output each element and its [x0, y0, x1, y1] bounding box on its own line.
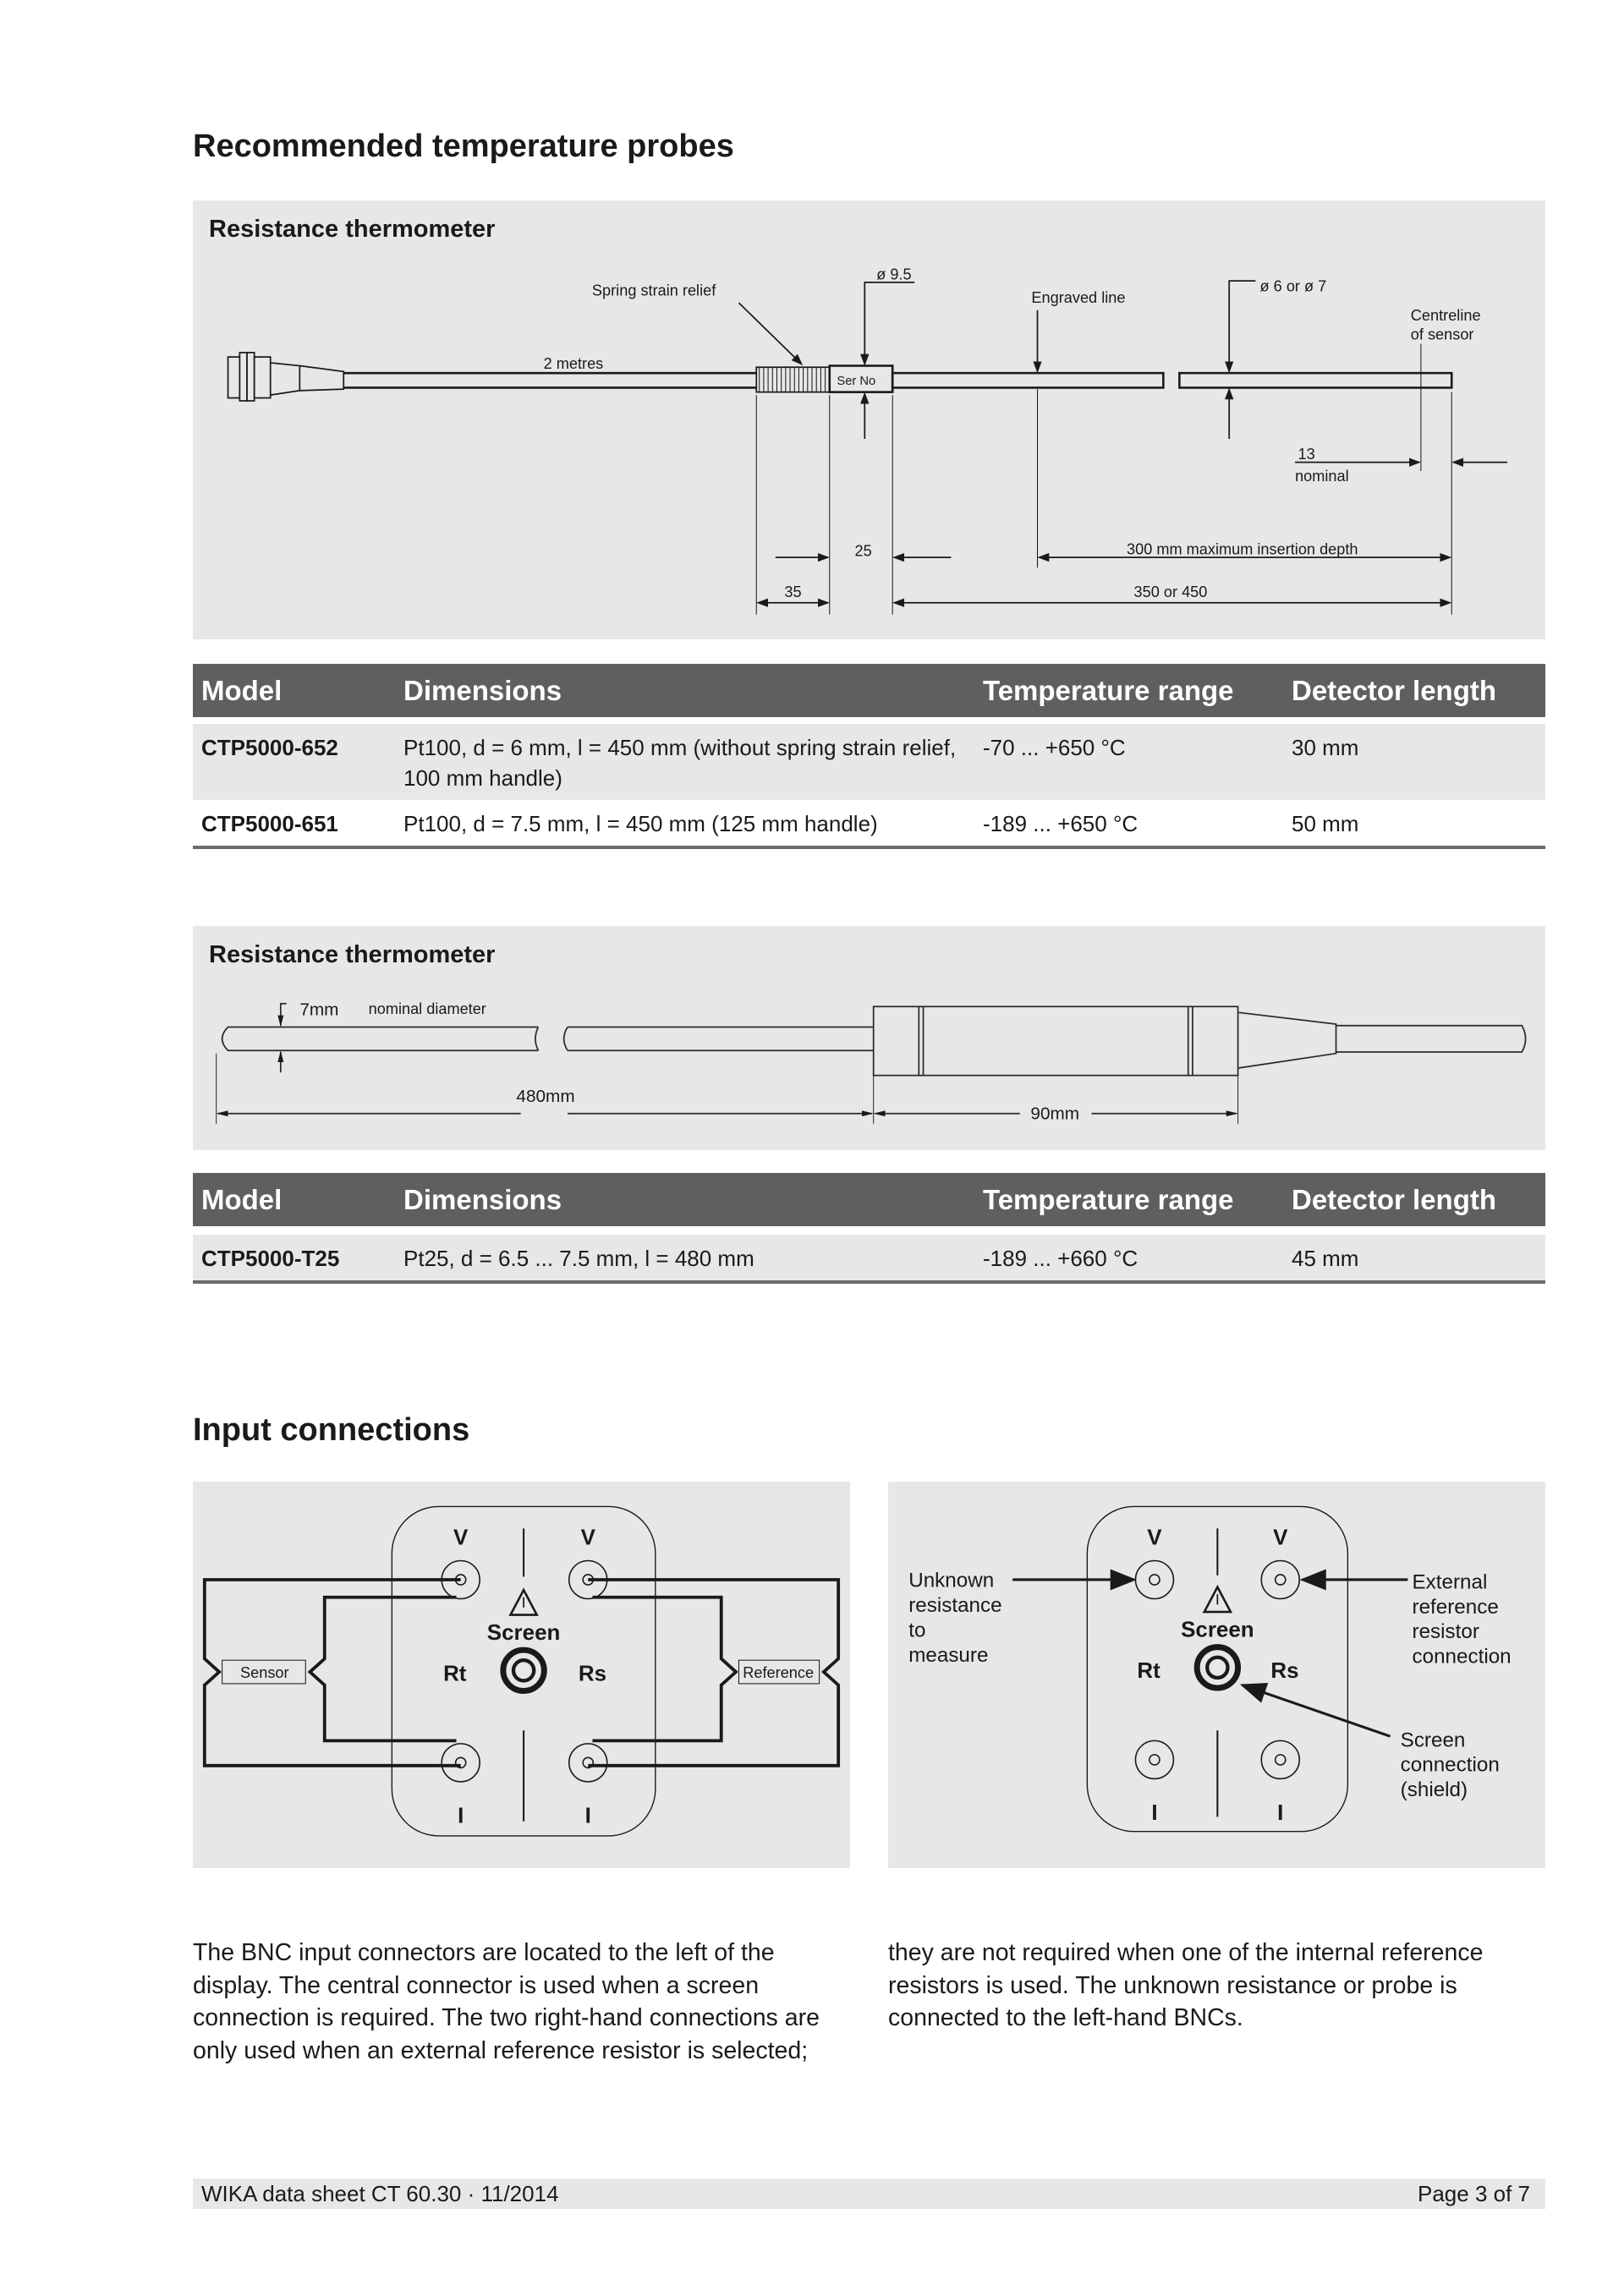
label-screen: Screen: [1181, 1616, 1254, 1642]
label-external: resistor: [1412, 1620, 1479, 1644]
probe-diagram-2: [193, 926, 1545, 1150]
label-reference: Reference: [743, 1663, 815, 1681]
label-spring-strain-relief: Spring strain relief: [591, 282, 716, 299]
connector-legend-drawing: [888, 1482, 1545, 1868]
label-dia-6-7: ø 6 or ø 7: [1259, 277, 1327, 295]
col-temperature-range: Temperature range: [974, 664, 1283, 717]
cell-dimensions: Pt25, d = 6.5 ... 7.5 mm, l = 480 mm: [395, 1235, 974, 1282]
label-external: reference: [1412, 1595, 1499, 1619]
wiring-drawing: [193, 1482, 850, 1868]
cell-temperature: -189 ... +650 °C: [974, 800, 1283, 847]
col-dimensions: Dimensions: [395, 1173, 974, 1226]
bnc-connector-i-right: [569, 1744, 607, 1782]
probe-diagram-1: [193, 200, 1545, 639]
col-temperature-range: Temperature range: [974, 1173, 1283, 1226]
label-480mm: 480mm: [516, 1086, 575, 1106]
label-v: V: [1147, 1524, 1162, 1550]
label-i: I: [1277, 1799, 1284, 1825]
bnc-connector-i-left: [1135, 1740, 1173, 1778]
cell-model: CTP5000-652: [193, 724, 395, 800]
label-dia-9-5: ø 9.5: [876, 266, 912, 283]
label-engraved-line: Engraved line: [1031, 289, 1126, 307]
bnc-connector-v-right: [1261, 1560, 1299, 1598]
section-title-input-connections: Input connections: [193, 1412, 470, 1448]
bnc-connector-i-right: [1261, 1740, 1299, 1778]
bnc-connector-i-left: [442, 1744, 480, 1782]
probe-drawing-1: [193, 200, 1545, 639]
footer: [193, 2178, 1545, 2209]
cell-detector: 30 mm: [1283, 724, 1545, 800]
col-model: Model: [193, 1173, 395, 1226]
label-shield: (shield): [1400, 1778, 1468, 1802]
label-insertion-depth: 300 mm maximum insertion depth: [1127, 540, 1358, 558]
footer-page-number: Page 3 of 7: [1418, 2181, 1530, 2206]
cell-temperature: -189 ... +660 °C: [974, 1235, 1283, 1282]
label-v: V: [580, 1524, 595, 1550]
diagram-title: Resistance thermometer: [209, 941, 496, 968]
label-unknown: measure: [908, 1643, 989, 1667]
screen-connector: [1197, 1647, 1237, 1688]
label-unknown: to: [908, 1619, 926, 1642]
col-detector-length: Detector length: [1283, 1173, 1545, 1226]
cell-temperature: -70 ... +650 °C: [974, 724, 1283, 800]
label-unknown: resistance: [908, 1594, 1002, 1618]
connector-legend-diagram: [888, 1482, 1545, 1868]
cell-detector: 50 mm: [1283, 800, 1545, 847]
wiring-diagram: [193, 1482, 850, 1868]
label-7mm: 7mm: [299, 1000, 339, 1020]
probe-table-2: [193, 1173, 1545, 1284]
section-title-probes: Recommended temperature probes: [193, 129, 734, 164]
label-2-metres: 2 metres: [543, 354, 604, 372]
label-35: 35: [784, 583, 802, 600]
table-row: [193, 1235, 1545, 1282]
table-row: [193, 724, 1545, 800]
label-rt: Rt: [1137, 1657, 1160, 1683]
label-v: V: [1273, 1524, 1288, 1550]
screen-connector: [503, 1650, 544, 1690]
connector-plug: [228, 357, 240, 397]
label-ser-no: Ser No: [837, 374, 876, 388]
col-model: Model: [193, 664, 395, 717]
label-350-450: 350 or 450: [1133, 583, 1208, 600]
label-of-sensor: of sensor: [1410, 326, 1474, 343]
diagram-title: Resistance thermometer: [209, 216, 496, 243]
table-row: [193, 800, 1545, 847]
footer-document-id: WIKA data sheet CT 60.30 · 11/2014: [201, 2181, 559, 2206]
paragraph-left: The BNC input connectors are located to the left of the display. The central connector is used when a screen connection is required. The two right-hand connections are only used when an external reference resistor is selected;: [193, 1939, 820, 2064]
label-i: I: [458, 1802, 464, 1828]
bnc-connector-v-left: [1135, 1560, 1173, 1598]
label-sensor: Sensor: [240, 1663, 289, 1681]
table-row: [193, 717, 1545, 724]
label-nominal: nominal: [1295, 468, 1349, 485]
cell-model: CTP5000-T25: [193, 1235, 395, 1282]
label-shield: Screen: [1400, 1729, 1466, 1752]
label-screen: Screen: [486, 1619, 561, 1645]
label-90mm: 90mm: [1030, 1104, 1080, 1124]
label-25: 25: [854, 542, 872, 560]
cell-dimensions: Pt100, d = 7.5 mm, l = 450 mm (125 mm handle): [395, 800, 974, 847]
label-v: V: [453, 1524, 469, 1550]
col-detector-length: Detector length: [1283, 664, 1545, 717]
cell-dimensions: Pt100, d = 6 mm, l = 450 mm (without spring strain relief, 100 mm handle): [395, 724, 974, 800]
probe-table-1: [193, 664, 1545, 849]
label-rs: Rs: [578, 1660, 607, 1686]
paragraph-right: they are not required when one of the internal reference resistors is used. The unknown resistance or probe is connected to the left-hand BNCs.: [888, 1939, 1484, 2031]
label-external: connection: [1412, 1645, 1512, 1669]
label-external: External: [1412, 1570, 1488, 1594]
label-i: I: [1151, 1799, 1158, 1825]
label-rs: Rs: [1270, 1657, 1299, 1683]
label-13: 13: [1298, 446, 1315, 463]
label-i: I: [584, 1802, 591, 1828]
label-centreline: Centreline: [1410, 306, 1481, 324]
label-shield: connection: [1400, 1753, 1500, 1777]
label-nominal-diameter: nominal diameter: [368, 1000, 486, 1017]
label-rt: Rt: [443, 1660, 467, 1686]
cell-detector: 45 mm: [1283, 1235, 1545, 1282]
col-dimensions: Dimensions: [395, 664, 974, 717]
label-unknown: Unknown: [908, 1569, 995, 1592]
cell-model: CTP5000-651: [193, 800, 395, 847]
